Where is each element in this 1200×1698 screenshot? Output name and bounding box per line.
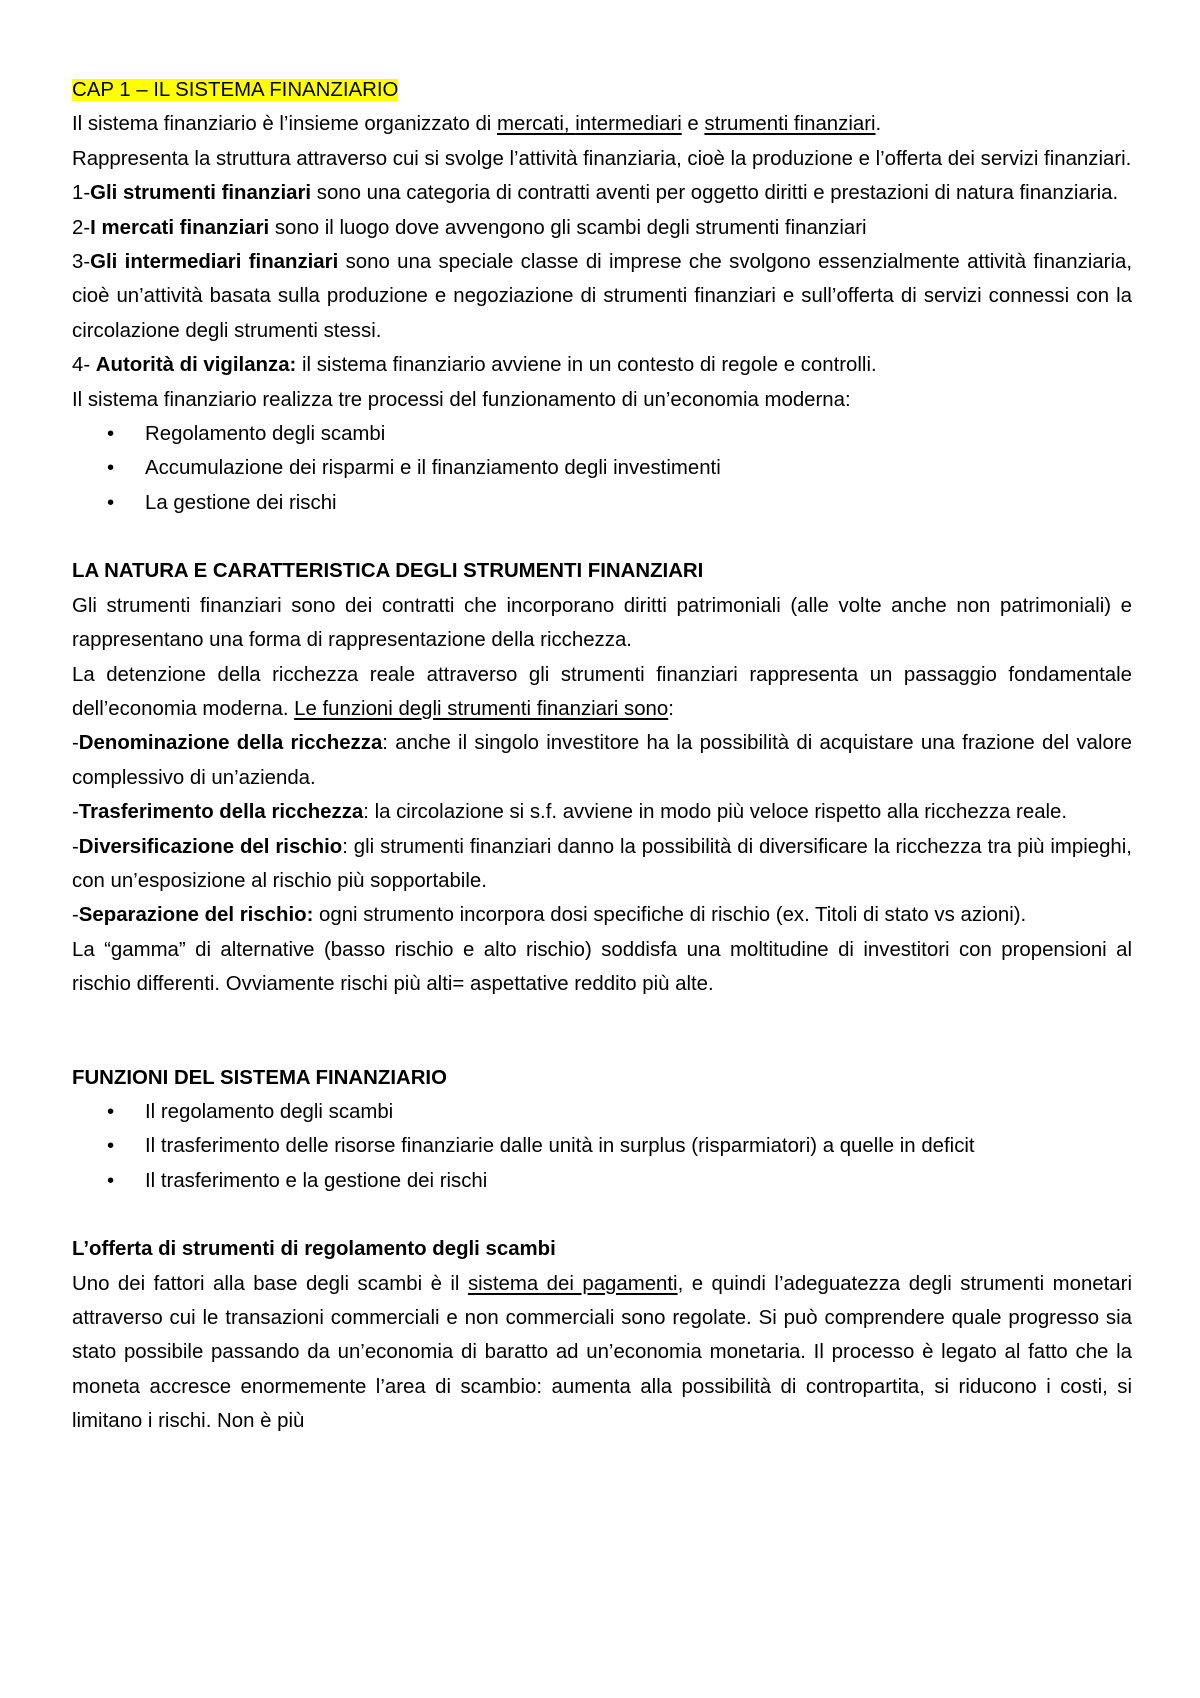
intro-text: Il sistema finanziario è l’insieme organizzato di — [72, 113, 497, 136]
natura-paragraph: Gli strumenti finanziari sono dei contratti che incorporano diritti patrimoniali (alle volte anche non patrimoniali) e rappresentano una forma di rappresentazione della ricchezza. — [72, 594, 1132, 652]
list-item — [72, 1164, 1132, 1198]
pagamenti-paragraph — [72, 1267, 1132, 1439]
bullet-icon: • — [107, 1169, 115, 1192]
structure-paragraph: Rappresenta la struttura attraverso cui si svolge l’attività finanziaria, cioè la produzione e l’offerta dei servizi finanziari. — [72, 147, 1132, 170]
item-term: Gli strumenti finanziari — [90, 182, 312, 205]
item-number: 1- — [72, 182, 91, 205]
pagamenti-text-continued: , e quindi l’adeguatezza degli strumenti monetari attraverso cui le transazioni commerciali e non commerciali sono regolate. Si può comprendere quale progresso sia stato possibile passando da un’economia di baratto ad un’economia monetaria. Il processo è legato al fatto che la moneta accresce enormemente l’area di scambio: aumenta alla possibilità di contropartita, si riducono i costi, si limitano i rischi. Non è più — [72, 1272, 1132, 1433]
item-term: Separazione del rischio: — [78, 904, 314, 927]
intro-conjunction: e — [681, 113, 705, 136]
item-dash: - — [72, 732, 79, 755]
list-item — [72, 417, 1132, 451]
item-text: il sistema finanziario avviene in un contesto di regole e controlli. — [296, 354, 877, 377]
spacer — [72, 520, 1132, 554]
gamma-paragraph: La “gamma” di alternative (basso rischio e alto rischio) soddisfa una moltitudine di investitori con propensioni al rischio differenti. Ovviamente rischi più alti= aspettative reddito più alte. — [72, 938, 1132, 996]
list-item-vigilanza — [72, 348, 1132, 382]
item-term: Gli intermediari finanziari — [90, 251, 339, 274]
term-mercati: mercati — [497, 113, 564, 136]
item-text: ogni strumento incorpora dosi specifiche di rischio (ex. Titoli di stato vs azioni). — [313, 904, 1027, 927]
detenzione-paragraph — [72, 658, 1132, 727]
bullet-icon: • — [107, 1100, 115, 1123]
bullet-icon: • — [107, 1135, 115, 1158]
item-text: : anche il singolo investitore ha la possibilità di acquistare una frazione del valore complessivo di un’azienda. — [72, 732, 1132, 789]
detenzione-colon: : — [668, 697, 674, 720]
list-item — [72, 1129, 1132, 1163]
item-text: sono una categoria di contratti aventi per oggetto diritti e prestazioni di natura finanziaria. — [311, 182, 1119, 205]
item-term: Denominazione della ricchezza — [78, 732, 383, 755]
item-dash: - — [72, 904, 79, 927]
item-dash: - — [72, 801, 79, 824]
item-number: 2- — [72, 216, 91, 239]
bullet-text: Accumulazione dei risparmi e il finanziamento degli investimenti — [145, 457, 721, 480]
item-term: Diversificazione del rischio — [78, 835, 343, 858]
list-item-intermediari — [72, 245, 1132, 348]
function-separazione — [72, 898, 1132, 932]
item-text: sono il luogo dove avvengono gli scambi degli strumenti finanziari — [269, 216, 867, 239]
funzioni-underlined: Le funzioni degli strumenti finanziari sono — [294, 697, 669, 720]
item-number: 4- — [72, 354, 96, 377]
processes-intro: Il sistema finanziario realizza tre processi del funzionamento di un’economia moderna: — [72, 388, 851, 411]
item-text: sono una speciale classe di imprese che svolgono essenzialmente attività finanziaria, cioè un’attività basata sulla produzione e negoziazione di strumenti finanziari e sull’offerta di servizi connessi con la circolazione degli strumenti stessi. — [72, 251, 1132, 342]
section-heading-funzioni: FUNZIONI DEL SISTEMA FINANZIARIO — [72, 1066, 447, 1089]
term-intermediari: intermediari — [575, 113, 682, 136]
list-item — [72, 486, 1132, 520]
intro-comma: , — [563, 113, 576, 136]
term-sistema-pagamenti: sistema dei pagamenti — [467, 1272, 678, 1295]
item-text: : la circolazione si s.f. avviene in modo più veloce rispetto alla ricchezza reale. — [363, 801, 1068, 824]
item-number: 3- — [72, 251, 91, 274]
list-item — [72, 451, 1132, 485]
bullet-text: La gestione dei rischi — [145, 491, 337, 514]
item-dash: - — [72, 835, 79, 858]
processes-list — [72, 417, 1132, 520]
bullet-text: Regolamento degli scambi — [145, 423, 386, 446]
bullet-icon: • — [107, 423, 115, 446]
bullet-text: Il regolamento degli scambi — [145, 1100, 394, 1123]
item-text: : gli strumenti finanziari danno la possibilità di diversificare la ricchezza tra più impieghi, con un’esposizione al rischio più sopportabile. — [72, 835, 1132, 892]
detenzione-text: La detenzione della ricchezza reale attraverso gli strumenti finanziari rappresenta un passaggio fondamentale dell’economia moderna. — [72, 663, 1132, 720]
section-heading-natura: LA NATURA E CARATTERISTICA DEGLI STRUMENTI FINANZIARI — [72, 560, 704, 583]
item-term: I mercati finanziari — [90, 216, 270, 239]
bullet-icon: • — [107, 491, 115, 514]
bullet-text: Il trasferimento delle risorse finanziarie dalle unità in surplus (risparmiatori) a quelle in deficit — [145, 1135, 975, 1158]
item-term: Trasferimento della ricchezza — [78, 801, 364, 824]
list-item — [72, 1095, 1132, 1129]
section-heading-offerta: L’offerta di strumenti di regolamento degli scambi — [72, 1238, 556, 1261]
function-denominazione — [72, 726, 1132, 795]
intro-period: . — [875, 113, 882, 136]
spacer — [72, 1002, 1132, 1061]
bullet-icon: • — [107, 457, 115, 480]
spacer — [72, 1198, 1132, 1232]
function-diversificazione — [72, 830, 1132, 899]
item-term: Autorità di vigilanza: — [95, 354, 297, 377]
list-item-mercati — [72, 211, 1132, 245]
list-item-strumenti — [72, 176, 1132, 210]
function-trasferimento — [72, 795, 1132, 829]
pagamenti-text: Uno dei fattori alla base degli scambi è il — [72, 1272, 468, 1295]
term-strumenti: strumenti finanziari — [704, 113, 876, 136]
chapter-title-highlight: CAP 1 – IL SISTEMA FINANZIARIO — [72, 79, 399, 101]
bullet-text: Il trasferimento e la gestione dei rischi — [145, 1169, 488, 1192]
document-page — [72, 73, 1132, 1439]
intro-paragraph — [72, 107, 1132, 141]
funzioni-list — [72, 1095, 1132, 1198]
chapter-title — [72, 73, 1132, 107]
